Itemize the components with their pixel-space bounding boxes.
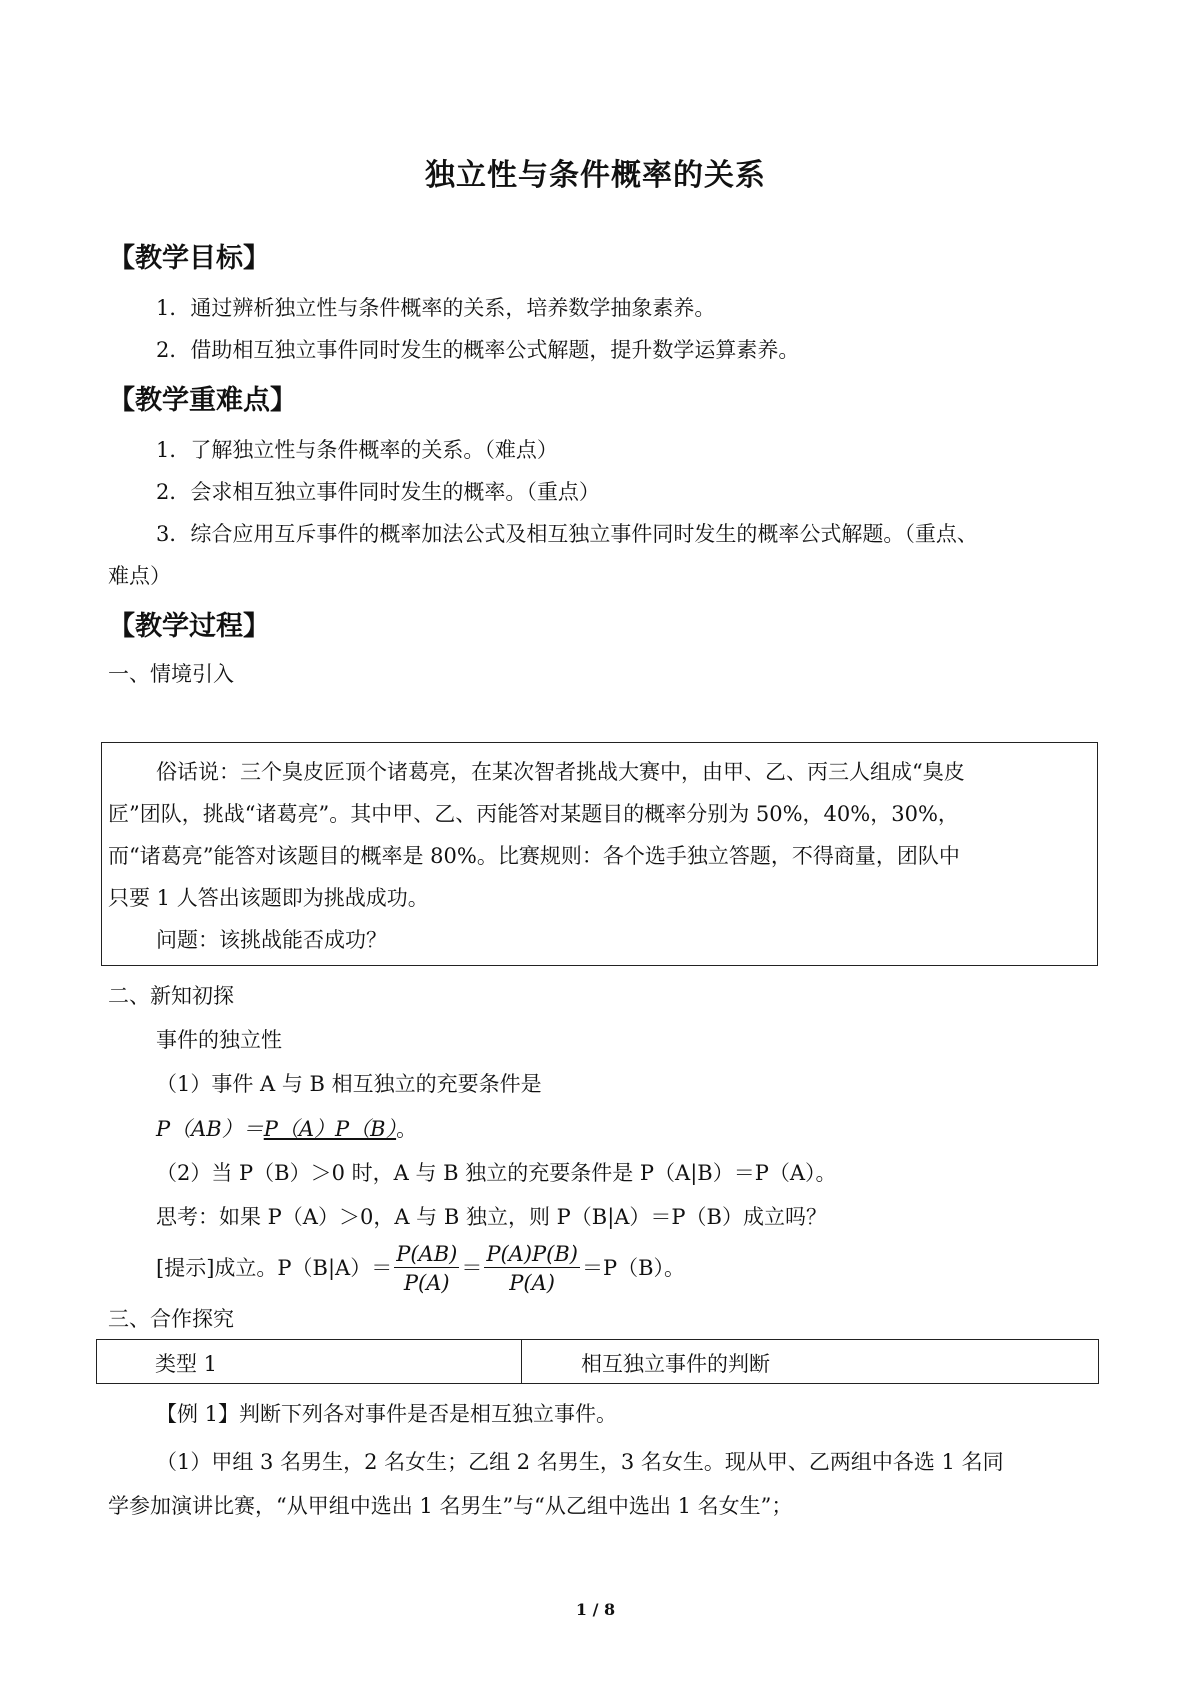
hint-suffix: ＝P（B）。 — [581, 1256, 686, 1280]
equals-sign: ＝ — [461, 1256, 483, 1280]
scenario-line-2: 匠”团队，挑战“诸葛亮”。其中甲、乙、丙能答对某题目的概率分别为 50%，40%，30%， — [108, 802, 959, 826]
condition-1: （1）事件 A 与 B 相互独立的充要条件是 — [156, 1072, 542, 1096]
independence-subtitle: 事件的独立性 — [156, 1028, 282, 1052]
example-heading: 【例 1】判断下列各对事件是否是相互独立事件。 — [156, 1402, 618, 1426]
fraction-1-numerator: P(AB) — [396, 1242, 458, 1266]
page-number: 1 / 8 — [575, 1600, 616, 1619]
fraction-1 — [394, 1241, 459, 1298]
keypoint-item-1: 1．了解独立性与条件概率的关系。（难点） — [156, 438, 558, 462]
fraction-2-denominator: P(A) — [509, 1271, 555, 1295]
example-line-1: （1）甲组 3 名男生，2 名女生；乙组 2 名男生，3 名女生。现从甲、乙两组中各选 1 名同 — [156, 1450, 1004, 1474]
hint-prefix: [提示]成立。P（B|A）＝ — [156, 1256, 393, 1280]
think-question: 思考：如果 P（A）＞0，A 与 B 独立，则 P（B|A）＝P（B）成立吗？ — [156, 1205, 827, 1229]
type-label: 类型 1 — [155, 1352, 218, 1376]
part1-label: 一、情境引入 — [108, 662, 234, 686]
goal-item-1: 1．通过辨析独立性与条件概率的关系，培养数学抽象素养。 — [156, 296, 716, 320]
condition-2: （2）当 P（B）＞0 时，A 与 B 独立的充要条件是 P（A|B）＝P（A）。 — [156, 1161, 837, 1185]
formula-end: 。 — [396, 1117, 418, 1141]
type-table — [96, 1339, 1099, 1384]
formula-answer: P（A）P（B） — [263, 1117, 397, 1141]
type-title: 相互独立事件的判断 — [581, 1352, 770, 1376]
goal-item-2: 2．借助相互独立事件同时发生的概率公式解题，提升数学运算素养。 — [156, 338, 800, 362]
example-line-2: 学参加演讲比赛，“从甲组中选出 1 名男生”与“从乙组中选出 1 名女生”； — [108, 1494, 793, 1518]
fraction-2-numerator: P(A)P(B) — [486, 1242, 578, 1266]
fraction-1-denominator: P(A) — [403, 1271, 450, 1295]
formula-left: P（AB）＝ — [156, 1117, 264, 1141]
document-title: 独立性与条件概率的关系 — [425, 158, 766, 193]
goals-heading: 【教学目标】 — [108, 243, 270, 274]
scenario-question: 问题：该挑战能否成功？ — [156, 928, 387, 952]
part2-label: 二、新知初探 — [108, 984, 234, 1008]
table-divider — [521, 1340, 522, 1383]
fraction-2 — [484, 1241, 580, 1298]
process-heading: 【教学过程】 — [108, 611, 270, 642]
keypoint-item-3: 3．综合应用互斥事件的概率加法公式及相互独立事件同时发生的概率公式解题。（重点、 — [156, 522, 978, 546]
keypoint-item-2: 2．会求相互独立事件同时发生的概率。（重点） — [156, 480, 600, 504]
formula-line — [156, 1115, 417, 1143]
scenario-line-1: 俗话说：三个臭皮匠顶个诸葛亮，在某次智者挑战大赛中，由甲、乙、丙三人组成“臭皮 — [156, 760, 965, 784]
hint-line — [156, 1238, 685, 1298]
part3-label: 三、合作探究 — [108, 1307, 234, 1331]
scenario-line-4: 只要 1 人答出该题即为挑战成功。 — [108, 886, 429, 910]
keypoint-item-3-cont: 难点） — [108, 564, 171, 588]
keypoints-heading: 【教学重难点】 — [108, 385, 297, 416]
scenario-line-3: 而“诸葛亮”能答对该题目的概率是 80%。比赛规则：各个选手独立答题，不得商量，团队中 — [108, 844, 960, 868]
